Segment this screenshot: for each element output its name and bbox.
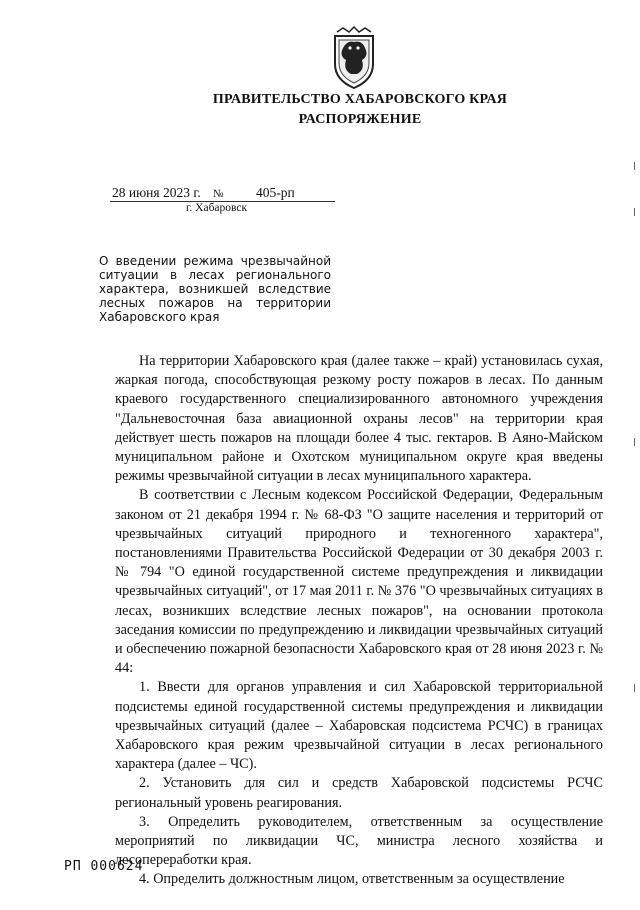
document-type: РАСПОРЯЖЕНИЕ <box>298 112 422 127</box>
paragraph: 4. Определить должностным лицом, ответственным за осуществление <box>139 871 565 888</box>
scan-mark <box>634 162 635 170</box>
paragraph: 1. Ввести для органов управления и сил Хабаровской территориальной подсистемы единой государственной системы предупреждения и ликвидации чрезвычайных ситуаций (далее – Хабаровская подсистема РСЧС) в границах Хабаровского края режим чрезвычайной ситуации в лесах регионального характера (далее – ЧС). <box>115 679 603 773</box>
paragraph: 3. Определить руководителем, ответственным за осуществление мероприятий по ликвидации ЧС, министра лесного хозяйства и лесопереработки края. <box>115 813 603 869</box>
document-number: 405-рп <box>256 185 295 200</box>
number-sign: № <box>213 188 224 200</box>
paragraph: В соответствии с Лесным кодексом Российской Федерации, Федеральным законом от 21 декабря 1994 г. № 68-ФЗ "О защите населения и территорий от чрезвычайных ситуаций природного и техногенного характера", постановлениями Правительства Российской Федерации от 30 декабря 2003 г. № 794 "О единой государственной системе предупреждения и ликвидации чрезвычайных ситуаций", от 17 мая 2011 г. № 376 "О чрезвычайных ситуациях в лесах, возникших вследствие лесных пожаров", на основании протокола заседания комиссии по предупреждению и ликвидации чрезвычайных ситуаций и обеспечению пожарной безопасности Хабаровского края от 28 июня 2023 г. № 44: <box>115 487 603 677</box>
document-date: 28 июня 2023 г. <box>112 185 201 200</box>
scan-mark <box>634 208 635 216</box>
paragraph: На территории Хабаровского края (далее также – край) установилась сухая, жаркая погода, способствующая резкому росту пожаров в лесах. По данным краевого государственного специализированного автономного учреждения "Дальневосточная база авиационной охраны лесов" на территории края действует шесть пожаров на площади более 4 тыс. гектаров. В Аяно-Майском муниципальном районе и Охотском муниципальном округе края введены режимы чрезвычайной ситуации в лесах муниципального характера. <box>115 353 603 485</box>
issue-city: г. Хабаровск <box>186 202 248 214</box>
registration-code: РП 000624 <box>64 859 144 874</box>
scan-mark <box>634 438 635 446</box>
paragraph: 2. Установить для сил и средств Хабаровской подсистемы РСЧС региональный уровень реагирования. <box>115 775 603 811</box>
coat-of-arms-icon <box>329 26 379 90</box>
document-subject: О введении режима чрезвычайной ситуации в лесах регионального характера, возникшей вследствие лесных пожаров на территории Хабаровского края <box>99 254 331 324</box>
document-body <box>115 352 603 890</box>
organization-title: ПРАВИТЕЛЬСТВО ХАБАРОВСКОГО КРАЯ <box>212 92 508 107</box>
scan-mark <box>634 684 635 692</box>
